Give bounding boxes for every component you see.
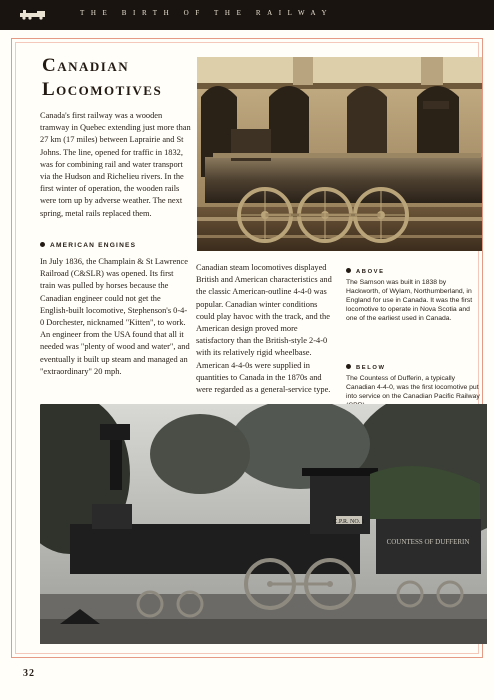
caption-above-label-text: ABOVE xyxy=(356,269,385,275)
running-head: THE BIRTH OF THE RAILWAY xyxy=(80,9,334,17)
article-title xyxy=(42,54,192,102)
countess-of-dufferin-photo xyxy=(40,404,487,644)
locomotive-logo-icon xyxy=(18,10,48,20)
title-line-2: Locomotives xyxy=(42,79,163,100)
tender-lettering: COUNTESS OF DUFFERIN xyxy=(386,538,470,546)
subheading-american-engines xyxy=(40,242,200,249)
caption-above-label xyxy=(346,268,481,275)
page-number: 32 xyxy=(23,668,35,679)
intro-paragraph: Canada's first railway was a wooden tramway in Quebec extending just more than 27 km (17 miles) between Laprairie and St Johns. The line, opened for traffic in 1832, was for combining rail and water transport via the Hudson and Richelieu rivers. In the first winter of operation, the wooden rails were torn up by adverse weather. The next spring, metal rails replaced them. xyxy=(40,111,191,218)
title-line-1: Canadian xyxy=(42,55,130,76)
bullet-icon xyxy=(346,364,351,369)
bullet-icon xyxy=(40,242,45,247)
bullet-icon xyxy=(346,268,351,273)
caption-above-text: The Samson was built in 1838 by Hackworth, of Wylam, Northumberland, in England for use in Canada. It was the first locomotive to operate in Nova Scotia and one of the earliest used in Canada. xyxy=(346,279,473,322)
middle-column-paragraph: Canadian steam locomotives displayed British and American characteristics and the classic American-outline 4-4-0 was popular. Canadian winter conditions could play havoc with the track, and the American design proved more satisfactory than the British-style 2-4-0 with its relatively rigid wheelbase. American 4-4-0s were supplied in quantities to Canada in the 1870s and were regarded as a general-service type. xyxy=(196,263,332,395)
caption-below-label xyxy=(346,364,481,371)
caption-below-label-text: BELOW xyxy=(356,365,386,371)
subheading-text: AMERICAN ENGINES xyxy=(50,242,137,249)
caption-above xyxy=(346,268,481,323)
cab-number-plate: C.P.R. NO. 1 xyxy=(333,519,365,525)
header-bar xyxy=(0,0,494,30)
engines-paragraph: In July 1836, the Champlain & St Lawrence Railroad (C&SLR) was opened. Its first train was pulled by horses because the Canadian engineer could not get the English-built locomotive, Stephenson's 0-4-0 Dorchester, nicknamed "Kitten", to work. An engineer from the USA found that all it needed was "plenty of wood and water", and eventually it built up steam and managed an "extraordinary" 20 mph. xyxy=(40,257,190,376)
samson-locomotive-photo xyxy=(197,57,482,251)
caption-below-text: The Countess of Dufferin, a typically Canadian 4-4-0, was the first locomotive put into service on the Canadian Pacific Railway xyxy=(346,375,480,400)
